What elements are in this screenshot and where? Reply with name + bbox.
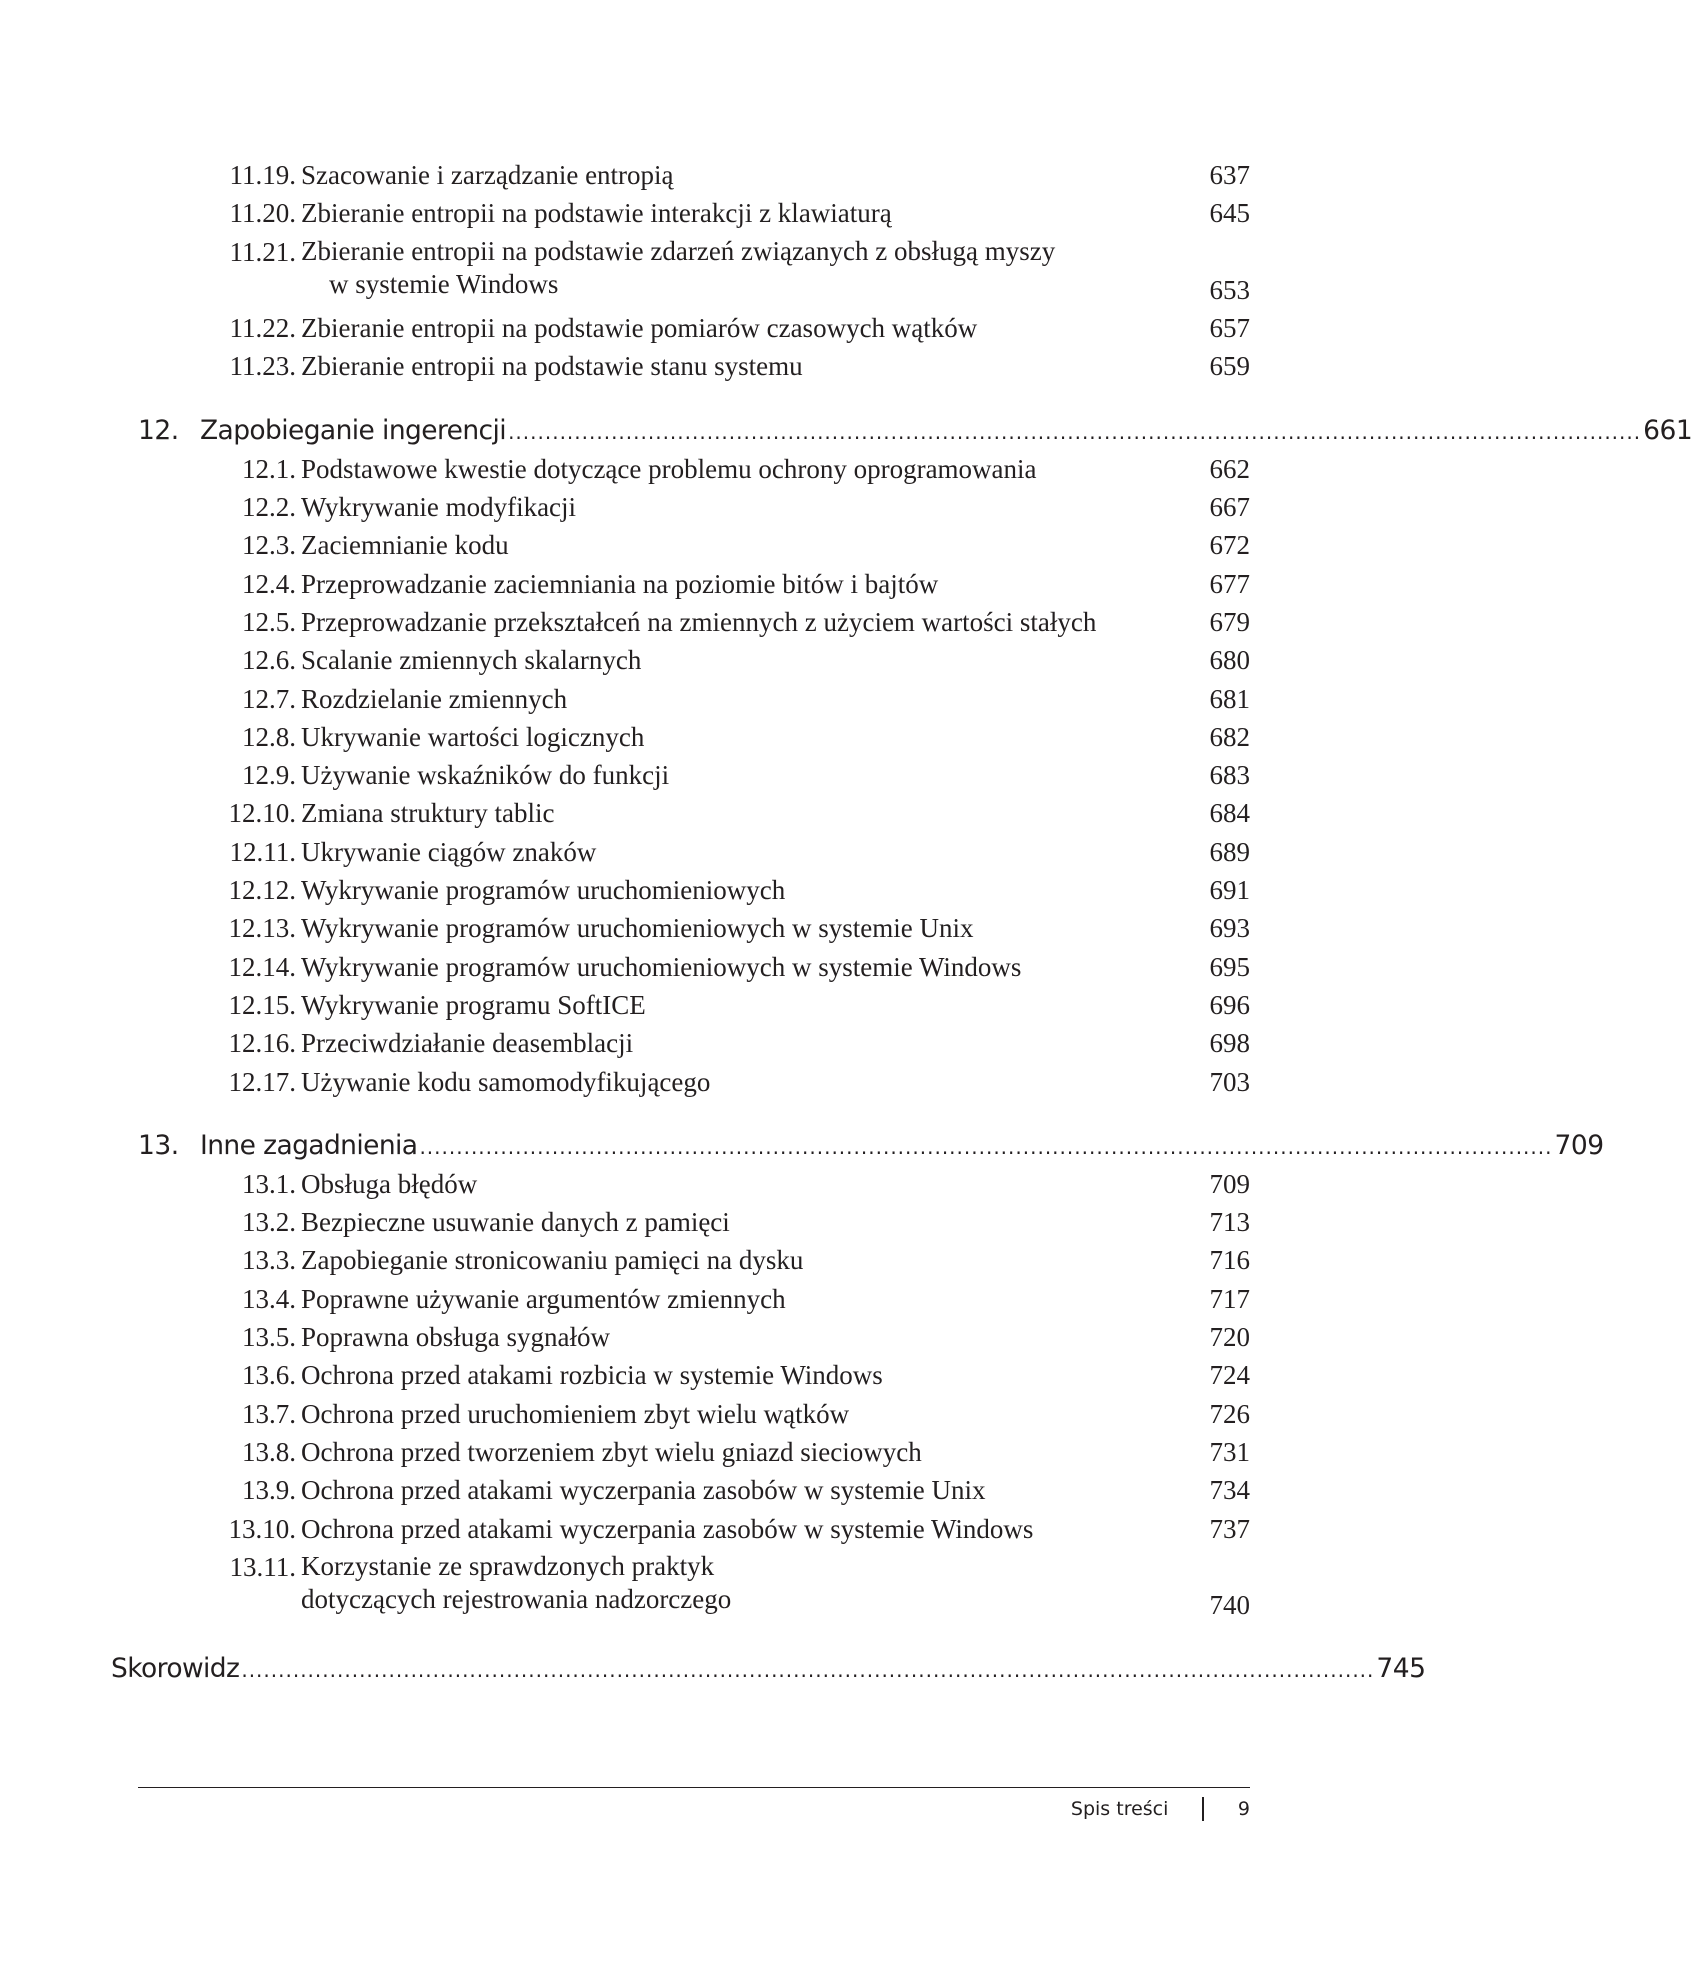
page-number: 716	[1209, 1245, 1250, 1276]
section-title: Używanie wskaźników do funkcji	[301, 760, 670, 791]
page-number: 659	[1209, 351, 1250, 382]
chapter-13-sections	[138, 1165, 1250, 1625]
section-title	[301, 1550, 731, 1617]
page-number: 696	[1209, 989, 1250, 1020]
section-title: Podstawowe kwestie dotyczące problemu ochrony oprogramowania	[301, 453, 1037, 484]
section-number: 11.23.	[229, 351, 296, 382]
toc-entry[interactable]	[138, 488, 1250, 526]
toc-entry[interactable]	[138, 233, 1250, 310]
footer-page-number: 9	[1237, 1798, 1250, 1820]
section-title: Ochrona przed tworzeniem zbyt wielu gniazd sieciowych	[301, 1436, 922, 1467]
index-heading[interactable]	[111, 1650, 1426, 1688]
page-number: 689	[1209, 836, 1250, 867]
toc-entry[interactable]	[138, 1471, 1250, 1509]
section-title: Ochrona przed atakami wyczerpania zasobów w systemie Unix	[301, 1475, 986, 1506]
page-number: 737	[1209, 1513, 1250, 1544]
toc-entry[interactable]	[138, 1548, 1250, 1625]
section-number: 12.15.	[228, 989, 296, 1020]
section-title: Zmiana struktury tablic	[301, 798, 555, 829]
section-title-line: w systemie Windows	[329, 269, 559, 300]
page-number: 695	[1209, 951, 1250, 982]
footer-section-title: Spis treści	[1070, 1798, 1169, 1820]
section-number: 13.1.	[242, 1168, 296, 1199]
section-title: Wykrywanie modyfikacji	[301, 492, 577, 523]
section-number: 13.5.	[242, 1322, 296, 1353]
page-number: 672	[1209, 530, 1250, 561]
toc-entry[interactable]	[138, 948, 1250, 986]
page-number: 657	[1209, 313, 1250, 344]
section-number: 12.4.	[242, 568, 296, 599]
section-title: Wykrywanie programu SoftICE	[301, 989, 646, 1020]
section-title: Zbieranie entropii na podstawie interakcji z klawiaturą	[301, 198, 892, 229]
toc-entry[interactable]	[138, 603, 1250, 641]
page-number: 691	[1209, 875, 1250, 906]
dot-leader: ..........................................................................................................................................................	[508, 419, 1642, 444]
section-number: 12.12.	[228, 875, 296, 906]
toc-entry[interactable]	[138, 1063, 1250, 1101]
page-footer	[1071, 1797, 1250, 1821]
index-title: Skorowidz	[111, 1653, 240, 1685]
toc-entry[interactable]	[138, 1280, 1250, 1318]
page-number: 683	[1209, 760, 1250, 791]
toc-entry[interactable]	[138, 833, 1250, 871]
toc-entry[interactable]	[138, 1510, 1250, 1548]
section-number: 12.7.	[242, 683, 296, 714]
page-number: 731	[1209, 1436, 1250, 1467]
section-title-line: dotyczących rejestrowania nadzorczego	[301, 1584, 732, 1615]
section-title: Przeprowadzanie zaciemniania na poziomie bitów i bajtów	[301, 568, 939, 599]
section-title: Poprawne używanie argumentów zmiennych	[301, 1283, 786, 1314]
toc-entry[interactable]	[138, 680, 1250, 718]
section-title: Ochrona przed atakami rozbicia w systemie Windows	[301, 1360, 883, 1391]
page-number: 709	[1209, 1168, 1250, 1199]
toc-entry[interactable]	[138, 1203, 1250, 1241]
page-number: 677	[1209, 568, 1250, 599]
chapter-title: Zapobieganie ingerencji	[200, 414, 507, 446]
toc-entry[interactable]	[138, 1024, 1250, 1062]
section-number: 12.17.	[228, 1066, 296, 1097]
page-number: 679	[1209, 606, 1250, 637]
section-number: 13.3.	[242, 1245, 296, 1276]
page-number: 645	[1209, 198, 1250, 229]
section-title: Ukrywanie ciągów znaków	[301, 836, 597, 867]
toc-entry[interactable]	[138, 526, 1250, 564]
section-title: Przeciwdziałanie deasemblacji	[301, 1028, 634, 1059]
dot-leader: ..........................................................................................................................................................	[241, 1658, 1375, 1683]
section-title-line: Korzystanie ze sprawdzonych praktyk	[301, 1550, 715, 1581]
section-number: 13.6.	[242, 1360, 296, 1391]
section-title: Wykrywanie programów uruchomieniowych	[301, 875, 786, 906]
page-number: 720	[1209, 1322, 1250, 1353]
toc-entry[interactable]	[138, 1356, 1250, 1394]
table-of-contents	[111, 156, 1692, 1688]
toc-entry[interactable]	[138, 565, 1250, 603]
toc-entry[interactable]	[138, 309, 1250, 347]
page-number: 682	[1209, 721, 1250, 752]
section-title: Wykrywanie programów uruchomieniowych w systemie Windows	[301, 951, 1022, 982]
section-number: 13.7.	[242, 1398, 296, 1429]
dot-leader: ..........................................................................................................................................................	[419, 1134, 1553, 1159]
page-number: 680	[1209, 645, 1250, 676]
section-title: Obsługa błędów	[301, 1168, 478, 1199]
chapter-12-sections	[138, 450, 1250, 1101]
section-number: 13.8.	[242, 1436, 296, 1467]
section-title: Zbieranie entropii na podstawie pomiarów czasowych wątków	[301, 313, 978, 344]
chapter-heading[interactable]	[138, 412, 1692, 450]
section-number: 12.11.	[229, 836, 296, 867]
toc-entry[interactable]	[138, 1241, 1250, 1279]
section-number: 13.11.	[229, 1551, 296, 1582]
page-number: 653	[1209, 274, 1250, 305]
page-number: 740	[1209, 1590, 1250, 1621]
section-number: 12.14.	[228, 951, 296, 982]
section-title: Zapobieganie stronicowaniu pamięci na dysku	[301, 1245, 804, 1276]
section-number: 11.21.	[229, 236, 296, 267]
page-number: 717	[1209, 1283, 1250, 1314]
section-number: 12.1.	[242, 453, 296, 484]
section-title-line: Zbieranie entropii na podstawie zdarzeń związanych z obsługą myszy	[301, 235, 1056, 266]
toc-entry[interactable]	[138, 641, 1250, 679]
section-title: Poprawna obsługa sygnałów	[301, 1322, 610, 1353]
index-page-number: 745	[1376, 1653, 1426, 1685]
section-number: 12.5.	[242, 606, 296, 637]
toc-entry[interactable]	[138, 756, 1250, 794]
toc-entry[interactable]	[138, 1318, 1250, 1356]
page-number: 726	[1209, 1398, 1250, 1429]
section-number: 13.2.	[242, 1207, 296, 1238]
chapter-page-number: 709	[1554, 1129, 1604, 1161]
chapter-heading[interactable]	[138, 1127, 1604, 1165]
toc-entry[interactable]	[138, 347, 1250, 385]
section-title: Ochrona przed uruchomieniem zbyt wielu wątków	[301, 1398, 850, 1429]
section-number: 13.9.	[242, 1475, 296, 1506]
section-number: 12.16.	[228, 1028, 296, 1059]
chapter-number: 13.	[138, 1129, 179, 1161]
chapter-title: Inne zagadnienia	[200, 1129, 418, 1161]
toc-entry[interactable]	[138, 1395, 1250, 1433]
page-number: 667	[1209, 492, 1250, 523]
section-title: Zaciemnianie kodu	[301, 530, 509, 561]
page-number: 637	[1209, 160, 1250, 190]
page-number: 713	[1209, 1207, 1250, 1238]
section-title: Rozdzielanie zmiennych	[301, 683, 568, 714]
toc-entry[interactable]	[138, 194, 1250, 232]
section-title: Ochrona przed atakami wyczerpania zasobów w systemie Windows	[301, 1513, 1034, 1544]
page-number: 734	[1209, 1475, 1250, 1506]
page-number: 703	[1209, 1066, 1250, 1097]
page-number: 662	[1209, 453, 1250, 484]
section-number: 13.4.	[242, 1283, 296, 1314]
toc-entry[interactable]	[138, 718, 1250, 756]
section-number: 13.10.	[228, 1513, 296, 1544]
section-title: Szacowanie i zarządzanie entropią	[301, 160, 674, 190]
toc-entry[interactable]	[138, 986, 1250, 1024]
section-title: Ukrywanie wartości logicznych	[301, 721, 645, 752]
section-title: Zbieranie entropii na podstawie stanu systemu	[301, 351, 803, 382]
section-title: Scalanie zmiennych skalarnych	[301, 645, 642, 676]
toc-entry[interactable]	[138, 156, 1250, 194]
section-number: 12.9.	[242, 760, 296, 791]
section-title: Używanie kodu samomodyfikującego	[301, 1066, 711, 1097]
toc-entry[interactable]	[138, 871, 1250, 909]
page-number: 693	[1209, 913, 1250, 944]
toc-entry[interactable]	[138, 909, 1250, 947]
footer-rule	[138, 1787, 1250, 1788]
section-number: 12.10.	[228, 798, 296, 829]
toc-entry[interactable]	[138, 1433, 1250, 1471]
chapter-page-number: 661	[1643, 414, 1692, 446]
section-number: 12.8.	[242, 721, 296, 752]
section-number: 11.20.	[229, 198, 296, 229]
section-number: 12.13.	[228, 913, 296, 944]
page-number: 684	[1209, 798, 1250, 829]
page-number: 681	[1209, 683, 1250, 714]
section-title	[301, 235, 1055, 302]
section-number: 12.2.	[242, 492, 296, 523]
page-number: 698	[1209, 1028, 1250, 1059]
section-number: 12.3.	[242, 530, 296, 561]
section-title: Przeprowadzanie przekształceń na zmiennych z użyciem wartości stałych	[301, 606, 1097, 637]
footer-separator	[1202, 1797, 1204, 1821]
section-number: 11.22.	[229, 313, 296, 344]
section-number: 11.19.	[229, 160, 296, 190]
section-number: 12.6.	[242, 645, 296, 676]
page-number: 724	[1209, 1360, 1250, 1391]
toc-entry[interactable]	[138, 1165, 1250, 1203]
toc-entry[interactable]	[138, 794, 1250, 832]
section-title: Wykrywanie programów uruchomieniowych w systemie Unix	[301, 913, 974, 944]
section-title: Bezpieczne usuwanie danych z pamięci	[301, 1207, 730, 1238]
toc-entry[interactable]	[138, 450, 1250, 488]
chapter-number: 12.	[138, 414, 179, 446]
